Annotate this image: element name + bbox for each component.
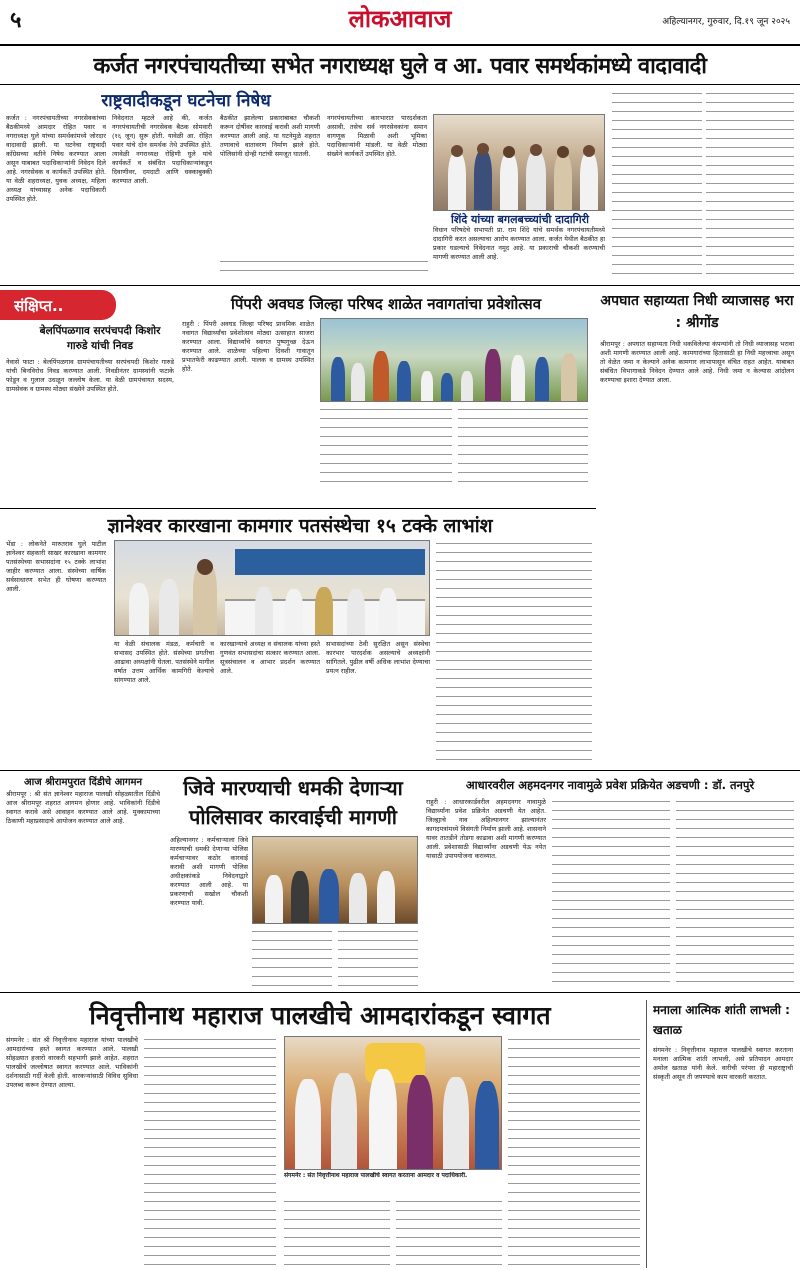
dnyaneshwar-col-1: भेंडा : लोकनेते मारुतराव घुले पाटील ज्ञानेश्वर सहकारी साखर कारखाना कामगार पतसंस्थेच्या सभासदांना १५ टक्के लाभांश जाहीर करण्यात आला. संस्थेच्या वार्षिक सर्वसाधारण सभेत ही घोषणा करण्यात आली. [6,540,106,593]
dnyaneshwar-col-2: या वेळी संचालक मंडळ, कर्मचारी व सभासद उपस्थित होते. संस्थेच्या प्रगतीचा आढावा अध्यक्षांनी घेतला. पतसंस्थेने मागील वर्षात उत्तम आर्थिक कामगिरी केल्याचे सांगण्यात आले. [114,640,214,684]
pimpri-photo [320,318,588,402]
apghat-body: श्रीरामपूर : अपघात सहाय्यता निधी थकविलेल्या कंपन्यांनी तो निधी व्याजासह भरावा अशी मागणी करण्यात आली आहे. कामगारांच्या हितासाठी हा निधी महत्त्वाचा असून तो वेळेत जमा न केल्याने अनेक कामगार लाभापासून वंचित राहत आहेत. याबाबत संबंधित विभागाकडे निवेदन देण्यात आले आहे. निधी जमा न केल्यास आंदोलन करण्याचा इशारा देण्यात आला. [600,340,794,384]
lead-col-2: निवेदनात म्हटले आहे की, कर्जत नगरपंचायतीची नगरसेवक बैठक सोमवारी (१६ जून) सुरू होती. यावेळी आ. रोहित पवार यांचे दोन समर्थक तेथे उपस्थित होते. त्यावेळी नगराध्यक्ष रोहिणी घुले यांचे कार्यकर्ते व संबंधित पदाधिकाऱ्यांकडून दिवाणीवर, दमदाटी आणि धक्काबुक्की करण्यात आली. [112,114,212,185]
sankshipt-body: नेवासे फाटा : बेलपिंपळगाव ग्रामपंचायतीच्या सरपंचपदी किशोर गारुडे यांची बिनविरोध निवड करण्यात आली. निवडीनंतर ग्रामस्थांनी फटाके फोडून व गुलाल उधळून जल्लोष केला. या वेळी ग्रामपंचायत सदस्य, ग्रामसेवक व ग्रामस्थ मोठ्या संख्येने उपस्थित होते. [6,358,174,393]
adharvari-body: राहुरी : आधारकार्डवरील अहमदनगर नावामुळे विद्यार्थ्यांना प्रवेश प्रक्रियेत अडचणी येत आहेत. जिल्ह्याचे नाव अहिल्यानगर झाल्यानंतर कागदपत्रांमध्ये विसंगती निर्माण झाली आहे. शासनाने यावर तातडीने तोडगा काढावा अशी मागणी करण्यात आली. प्रवेशासाठी विद्यार्थ्यांना अडचणी येऊ नयेत यासाठी उपाययोजना कराव्यात. [426,798,546,860]
section-rule-1 [0,285,800,286]
apghat-headline: अपघात सहाय्यता निधी व्याजासह भरा : श्रीगोंड [600,293,794,331]
pimpri-col-3 [458,406,588,486]
section-rule-4 [0,992,800,993]
dnyaneshwar-col-4: सभासदांच्या ठेवी सुरक्षित असून संस्थेचा कारभार पारदर्शक असल्याचे अध्यक्षांनी सांगितले. पुढील वर्षी अधिक लाभांश देण्याचा प्रयत्न राहील. [326,640,430,675]
lead-photo [433,114,605,211]
dnyaneshwar-col-5 [436,540,592,766]
lead-col-3: बैठकीत झालेल्या प्रकाराबाबत चौकशी करून दोषींवर कारवाई करावी अशी मागणी करण्यात आली आहे. या घटनेमुळे शहरात तणावाचे वातावरण निर्माण झाले होते. पोलिसांनी दोन्ही गटांची समजूत घातली. [220,114,320,158]
nivrutti-col-5 [508,1036,640,1266]
lead-col-4: नगरपंचायतीच्या कारभारात पारदर्शकता असावी, तसेच सर्व नगरसेवकांना समान वागणूक मिळावी अशी भूमिका पदाधिकाऱ्यांनी मांडली. या वेळी मोठ्या संख्येने कार्यकर्ते उपस्थित होते. [327,114,427,158]
adharvari-headline: आधारवरील अहमदनगर नावामुळे प्रवेश प्रक्रियेत अडचणी : डॉ. तनपुरे [465,778,755,792]
section-rule-3 [0,770,800,771]
lead-subhead: राष्ट्रवादीकडून घटनेचा निषेध [101,91,271,111]
masthead-rule [0,44,800,46]
aaj-headline: आज श्रीरामपुरात दिंडीचे आगमन [23,777,143,788]
nivrutti-col-3 [284,1198,390,1266]
adharvari-col-2 [552,798,670,986]
dnyaneshwar-headline: ज्ञानेश्वर कारखाना कामगार पतसंस्थेचा १५ टक्के लाभांश [107,515,493,537]
nivrutti-col-4 [396,1198,502,1266]
shinde-left-text [220,258,428,278]
aaj-body: श्रीरामपूर : श्री संत ज्ञानेश्वर महाराज पालखी सोहळ्यातील दिंडीचे आज श्रीरामपूर शहरात आगमन होणार आहे. भाविकांनी दिंडीचे स्वागत करावे असे आवाहन करण्यात आले आहे. मुक्कामाच्या ठिकाणी महाप्रसादाचे आयोजन करण्यात आले आहे. [6,790,160,825]
manala-body: संगमनेर : निवृत्तीनाथ महाराज पालखीचे स्वागत करताना मनाला आत्मिक शांती लाभली, असे प्रतिपादन आमदार अमोल खताळ यांनी केले. वारीची परंपरा ही महाराष्ट्राची संस्कृती असून ती जपण्याचे काम वारकरी करतात. [653,1046,793,1081]
pimpri-col-2 [320,406,452,486]
lead-headline: कर्जत नगरपंचायतीच्या सभेत नगराध्यक्ष घुले व आ. पवार समर्थकांमध्ये वादावादी [93,54,707,79]
shinde-body: विधान परिषदेचे सभापती प्रा. राम शिंदे यांचे समर्थक नगरपंचायतीमध्ये दादागिरी करत असल्याचा आरोप करण्यात आला. कर्जत येथील बैठकीत हा प्रकार घडल्याचे निवेदनात नमूद आहे. या प्रकाराची चौकशी करण्याची मागणी करण्यात आली आहे. [433,226,605,261]
jive-col-3 [338,928,418,986]
adharvari-col-3 [676,798,794,986]
masthead [0,0,800,44]
page-number: ५ [10,8,22,33]
section-rule-2 [0,508,596,509]
nivrutti-caption: संगमनेर : संत निवृत्तीनाथ महाराज पालखीचे स्वागत करताना आमदार व पदाधिकारी. [284,1172,468,1179]
jive-headline: जिवे मारण्याची धमकी देणाऱ्या पोलिसावर कारवाईची मागणी [183,776,403,829]
sankshipt-label: संक्षिप्त.. [14,297,64,315]
lead-col-5 [612,90,702,275]
dnyaneshwar-col-3: कारखान्याचे अध्यक्ष व संचालक यांच्या हस्ते गुणवंत सभासदांचा सत्कार करण्यात आला. सूत्रसंचालन व आभार प्रदर्शन करण्यात आले. [220,640,320,675]
lead-col-1: कर्जत : नगरपंचायतीच्या नगरसेवकांच्या बैठकीमध्ये आमदार रोहित पवार व नगराध्यक्ष घुले यांच्या समर्थकांमध्ये जोरदार वादावादी झाली. या घटनेचा राष्ट्रवादी काँग्रेसच्या वतीने निषेध करण्यात आला असून याबाबत पदाधिकाऱ्यांनी निवेदन दिले आहे. नगरसेवक व कार्यकर्ते उपस्थित होते. या वेळी शहराध्यक्ष, युवक अध्यक्ष, महिला अध्यक्ष यांच्यासह अनेक पदाधिकारी उपस्थित होते. [6,114,106,203]
dnyaneshwar-photo [114,540,430,636]
shinde-headline: शिंदे यांच्या बगलबच्च्यांची दादागिरी [450,213,590,226]
nivrutti-body: संगमनेर : संत श्री निवृत्तीनाथ महाराज यांच्या पालखीचे आमदारांच्या हस्ते स्वागत करण्यात आले. पालखी सोहळ्यात हजारो वारकरी सहभागी झाले आहेत. शहरात पालखीचे जल्लोषात स्वागत करण्यात आले. भाविकांनी दर्शनासाठी गर्दी केली होती. वारकऱ्यांसाठी विविध सुविधा उपलब्ध करून देण्यात आल्या. [6,1036,138,1089]
jive-body: अहिल्यानगर : कर्मचाऱ्याला जिवे मारण्याची धमकी देणाऱ्या पोलिस कर्मचाऱ्यावर कठोर कारवाई करावी अशी मागणी पोलिस अधीक्षकांकडे निवेदनाद्वारे करण्यात आली आहे. या प्रकरणाची सखोल चौकशी करण्यात यावी. [170,836,248,907]
pimpri-headline: पिंपरी अवघड जिल्हा परिषद शाळेत नवागतांचा प्रवेशोत्सव [230,295,542,313]
dateline: अहिल्यानगर, गुरुवार, दि.१९ जून २०२५ [662,17,790,27]
jive-col-2 [252,928,332,986]
manala-box [646,1000,796,1268]
lead-rule [0,84,800,85]
nivrutti-col-2 [144,1036,276,1266]
jive-photo [252,836,418,924]
nivrutti-headline: निवृत्तीनाथ महाराज पालखीचे आमदारांकडून स्वागत [89,1001,551,1030]
sankshipt-label-box [0,290,116,320]
lead-col-6 [706,90,794,275]
pimpri-col-1: राहुरी : पिंपरी अवघड जिल्हा परिषद प्राथमिक शाळेत नवागत विद्यार्थ्यांचा प्रवेशोत्सव मोठ्या उत्साहात साजरा करण्यात आला. विद्यार्थ्यांचे स्वागत पुष्पगुच्छ देऊन करण्यात आले. शाळेच्या पहिल्या दिवशी गावातून प्रभातफेरी काढण्यात आली. पालक व ग्रामस्थ उपस्थित होते. [182,320,314,373]
nivrutti-photo [284,1036,502,1170]
masthead-logo: लोकआवाज [348,5,452,33]
manala-headline: मनाला आत्मिक शांती लाभली : खताळ [653,1003,790,1037]
sankshipt-headline: बेलपिंपळगाव सरपंचपदी किशोर गारुडे यांची निवड [39,325,161,352]
